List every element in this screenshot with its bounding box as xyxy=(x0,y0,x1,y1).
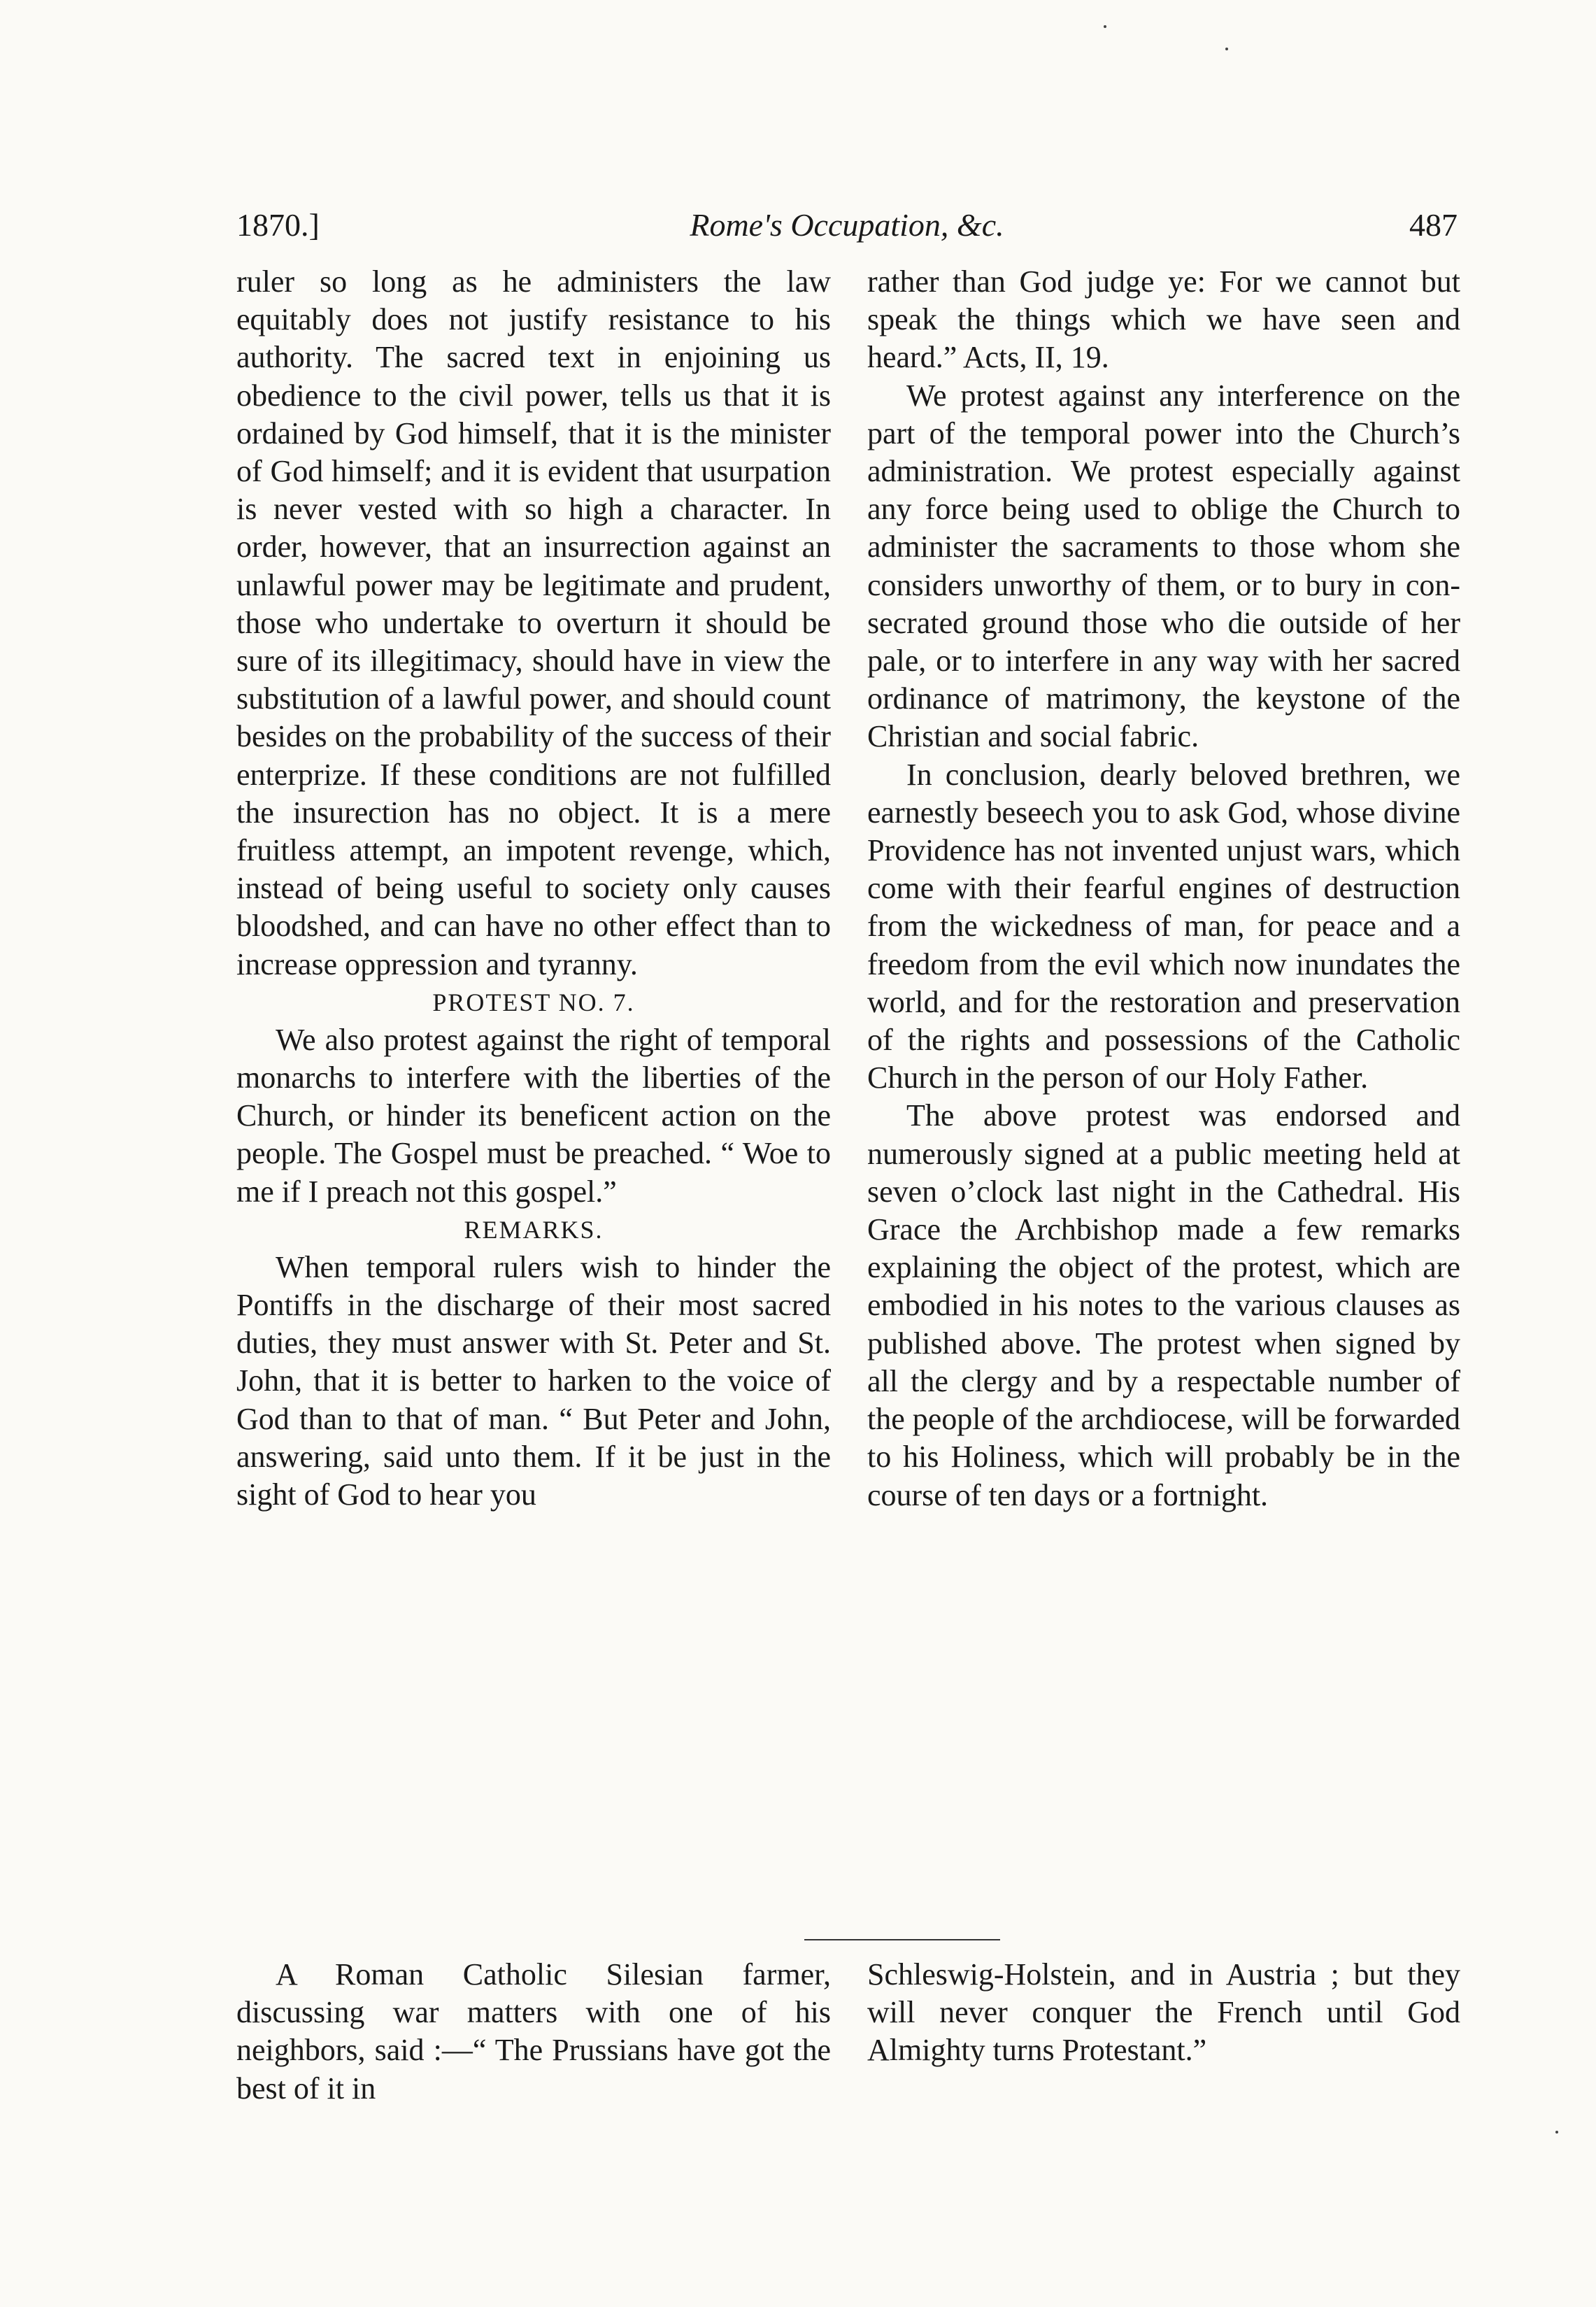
right-column xyxy=(867,263,1460,1514)
section-heading: PROTEST NO. 7. xyxy=(432,988,635,1016)
footnote-divider xyxy=(804,1939,1000,1940)
paragraph: We protest against any interference on the part of the temporal power into the Church’s administration. We protest especially against any force being used to oblige the Church to administer the sacraments to those whom she considers unworthy of them, or to bury in consecrated ground those who die outside of her pale, or to interfere in any way with her sacred ordinance of matrimony, the keystone of the Christian and social fabric. xyxy=(867,378,1460,754)
header-year: 1870.] xyxy=(236,207,320,243)
paragraph: We also protest against the right of temporal monarchs to interfere with the liberties of the Church, or hinder its beneficent action on the people. The Gospel must be preached. “ Woe to me if I preach not this gospel.” xyxy=(236,1022,831,1209)
section-heading: REMARKS. xyxy=(464,1215,604,1244)
paragraph: The above protest was endorsed and numerously signed at a public meeting held at seven o’clock last night in the Cathedral. His Grace the Archbishop made a few remarks explaining the object of the protest, which are embodied in his notes to the various clauses as published above. The protest when signed by all the clergy and by a respectable number of the people of the archdiocese, will be forwarded to his Holiness, which will probably be in the course of ten days or a fortnight. xyxy=(867,1098,1460,1512)
running-header xyxy=(236,197,1458,253)
paragraph: In conclusion, dearly beloved brethren, we earnestly beseech you to ask God, whose divine Providence has not invented unjust wars, which come with their fearful engines of destruction from the wickedness of man, for peace and a freedom from the evil which now inundates the world, and for the restoration and preservation of the rights and possessions of the Catholic Church in the person of our Holy Father. xyxy=(867,757,1460,1095)
paper-speck xyxy=(1104,25,1106,28)
page-number: 487 xyxy=(1409,207,1458,243)
footnote-paragraph: A Roman Catholic Silesian farmer, discussing war matters with one of his neighbors, said :—“ The Prussians have got the best of it in xyxy=(236,1957,831,2106)
footnote-right-column xyxy=(867,1956,1460,2070)
paper-speck xyxy=(1225,48,1228,50)
paragraph: When temporal rulers wish to hinder the Pontiffs in the discharge of their most sacred duties, they must answer with St. Peter and St. John, that it is better to harken to the voice of God than to that of man. “ But Peter and John, answering, said unto them. If it be just in the sight of God to hear you xyxy=(236,1249,831,1512)
paragraph: rather than God judge ye: For we cannot but speak the things which we have seen and heard.” Acts, II, 19. xyxy=(867,264,1460,375)
paper-speck xyxy=(1555,2131,1558,2134)
left-column xyxy=(236,263,831,1514)
footnote-left-column xyxy=(236,1956,831,2108)
header-title: Rome's Occupation, &c. xyxy=(690,207,1004,243)
footnote-paragraph: Schleswig-Holstein, and in Austria ; but they will never conquer the French until God Almighty turns Protestant.” xyxy=(867,1957,1460,2068)
paragraph: ruler so long as he administers the law equitably does not justify resistance to his authority. The sacred text in enjoining us obedience to the civil power, tells us that it is ordained by God himself, that it is the minister of God himself; and it is evident that usurpation is never vested with so high a character. In order, however, that an insurrection against an unlawful power may be legitimate and prudent, those who undertake to overturn it should be sure of its illegitimacy, should have in view the substitution of a lawful power, and should count besides on the probability of the success of their enterprize. If these conditions are not fulfilled the insurection has no object. It is a mere fruitless attempt, an impotent revenge, which, instead of being useful to society only causes bloodshed, and can have no other effect than to increase oppression and tyranny. xyxy=(236,264,831,981)
